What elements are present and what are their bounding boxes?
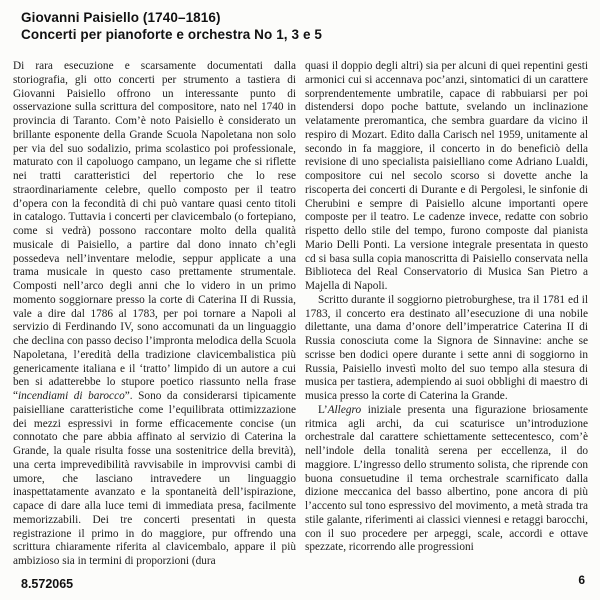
body-text: Scritto durante il soggiorno pietroburghese, tra il 1781 ed il 1783, il concerto era destinato all’esecuzione di una nobile dilettante, una dama d’onore dell’imperatrice Caterina II di Russia conosciuta come la Signora de Sinnavine: anche se scrisse ben dodici opere durante i sette anni di soggiorno in Russia, Paisiello investì molto del suo tempo alla stesura di musica per tastiera, adempiendo ai suoi obblighi di maestro di musica presso la corte di Caterina la Grande. [305, 293, 588, 402]
paragraph [305, 404, 588, 555]
paragraph [305, 294, 588, 404]
paragraph [13, 60, 296, 569]
composer-title: Giovanni Paisiello (1740–1816) [21, 10, 221, 25]
body-text: ”. Sono da considerarsi tipicamente paisielliane caratteristiche come l’equilibrata ottimizzazione dei mezzi espressivi in forme efficacemente concise (un connotato che pare abbia affinato al servizio di Caterina la Grande, la quale risulta fosse una sostenitrice della brevità), una certa imprevedibilità ravvisabile in improvvisi cambi di umore, che lasciano intravedere un linguaggio inaspettatamente avanzato e la spontaneità dell’ispirazione, capace di dare alla luce temi di immediata presa, facilmente memorizzabili. Dei tre concerti presentati in questa registrazione il primo in do maggiore, pur offrendo una scrittura chiaramente riferita al clavicembalo, appare il più ambizioso sia in termini di proporzioni (dura [13, 390, 296, 567]
paragraph [305, 60, 588, 294]
page-number: 6 [578, 573, 585, 587]
text-column-left [13, 60, 296, 569]
italic-text: incendiami di barocco [18, 390, 125, 402]
text-column-right [305, 60, 588, 569]
body-text: quasi il doppio degli altri) sia per alcuni di quei repentini gesti armonici cui si accennava poc’anzi, sintomatici di un carattere sorprendentemente umbratile, capace di rabbuiarsi per poi distendersi dopo poche battute, svelando un inclinazione velatamente preromantica, che sembra guardare da vicino il respiro di Mozart. Edito dalla Carisch nel 1959, unitamente al secondo in fa maggiore, il concerto in do beneficiò della revisione di uno specialista paisielliano come Adriano Lualdi, compositore cui nel secolo scorso si dovette anche la riscoperta dei concerti di Durante e di Pergolesi, le sinfonie di Cherubini e sempre di Paisiello alcune importanti opere composte per il teatro. Le cadenze invece, redatte con sobrio rispetto dello stile del tempo, furono composte dal pianista Mario Delli Ponti. La versione integrale presentata in questo cd si basa sulla copia manoscritta di Paisiello conservata nella Biblioteca del Real Conservatorio di Musica San Pietro a Majella di Napoli. [305, 60, 588, 292]
italic-text: Allegro [327, 403, 362, 416]
page-header [21, 10, 322, 43]
body-text: Di rara esecuzione e scarsamente documentati dalla storiografia, gli otto concerti per strumento a tastiera di Giovanni Paisiello offrono un interessante punto di osservazione sulla scrittura del compositore, nato nel 1740 in provincia di Taranto. Com’è noto Paisiello è considerato un brillante esponente della Grande Scuola Napoletana non solo per via del suo sodalizio, prima scolastico poi professionale, maturato con il capoluogo campano, un legame che si riflette nei tratti caratteristici del repertorio che lo rese straordinariamente celebre, quello composto per il teatro d’opera con la fecondità di chi può vantare quasi cento titoli in catalogo. Tuttavia i concerti per clavicembalo (o fortepiano, come si vedrà) possono raccontare molto della qualità musicale di Paisiello, a partire dal dono innato ch’egli possedeva nell’inventare melodie, seppur applicate a una trama musicale in questo caso prettamente strumentale. Composti nell’arco degli anni che lo videro in un primo momento soggiornare presso la corte di Caterina II di Russia, vale a dire dal 1786 al 1783, per poi tornare a Napoli al servizio di Ferdinando IV, sono accomunati da un linguaggio che declina con passo deciso l’impronta melodica della Scuola Napoletana, l’eredità della tradizione clavicembalistica più genericamente italiana e il ‘tratto’ limpido di un autore a cui ben si adatterebbe lo stupore poetico riassunto nella frase “ [13, 60, 296, 402]
body-text: L’ [318, 403, 328, 416]
body-text: iniziale presenta una figurazione briosamente ritmica agli archi, da cui scaturisce un’introduzione orchestrale dal carattere schiettamente settecentesco, com’è nell’indole della tonalità serena per eccellenza, il do maggiore. L’ingresso dello strumento solista, che riprende con buona consuetudine il tema orchestrale scarnificato dalla dizione meccanica del basso albertino, pone ancora di più l’accento sul tono espressivo del movimento, a metà strada tra stile galante, riferimenti ai classici viennesi e retaggi barocchi, con il suo procedere per arpeggi, scale, accordi e ottave spezzate, ricorrendo alle progressioni [305, 403, 588, 554]
work-title: Concerti per pianoforte e orchestra No 1, 3 e 5 [21, 26, 323, 42]
text-columns [13, 60, 588, 569]
catalog-number: 8.572065 [21, 577, 74, 591]
